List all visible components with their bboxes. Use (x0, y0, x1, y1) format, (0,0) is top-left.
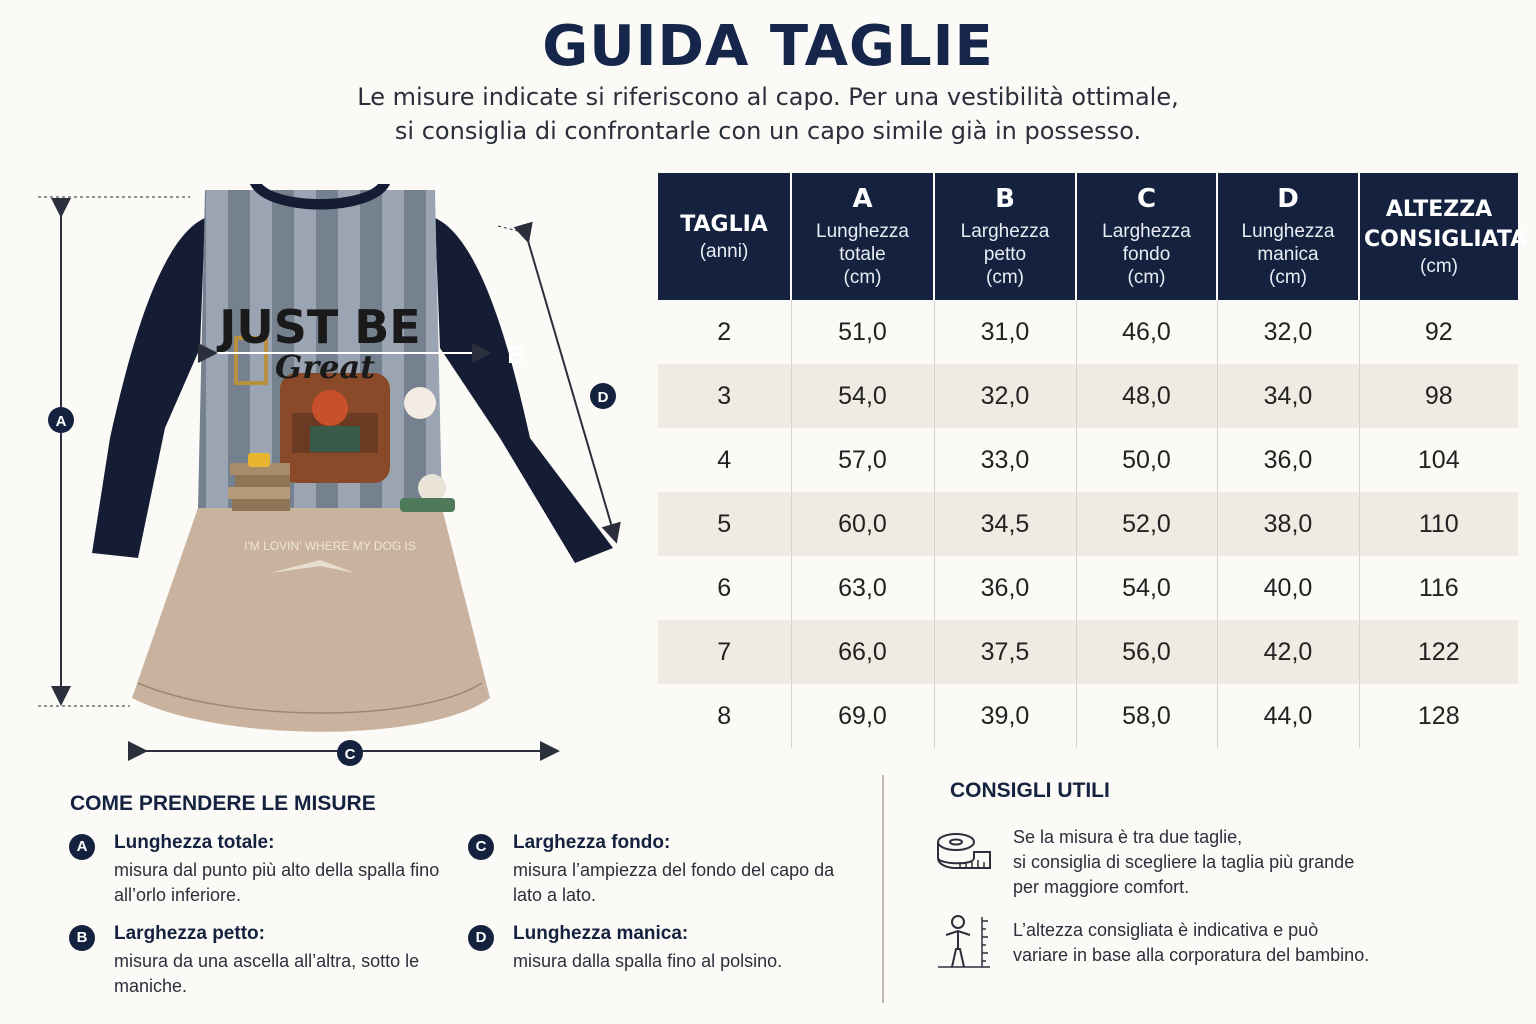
subtitle-line-1: Le misure indicate si riferiscono al capo. Per una vestibilità ottimale, (357, 83, 1179, 111)
table-cell: 69,0 (791, 684, 934, 748)
header-b (934, 173, 1076, 300)
header-d-unit: (cm) (1269, 267, 1307, 288)
table-cell: 2 (658, 300, 791, 364)
table-cell: 42,0 (1217, 620, 1359, 684)
header-altezza-title1: ALTEZZA (1385, 196, 1493, 222)
table-cell: 32,0 (934, 364, 1076, 428)
table-cell: 32,0 (1217, 300, 1359, 364)
header-b-unit: (cm) (986, 267, 1024, 288)
table-header-row (658, 173, 1518, 300)
table-cell: 66,0 (791, 620, 934, 684)
table-cell: 5 (658, 492, 791, 556)
table-row (658, 492, 1518, 556)
print-text-slogan: I'M LOVIN' WHERE MY DOG IS (244, 539, 416, 553)
table-row (658, 620, 1518, 684)
table-cell: 98 (1359, 364, 1518, 428)
tip-text-2 (1013, 918, 1493, 968)
header-d-label2: manica (1257, 244, 1319, 265)
header-a-unit: (cm) (843, 267, 882, 288)
table-cell: 58,0 (1076, 684, 1217, 748)
badge-a-label: A (55, 413, 67, 430)
header-d-letter: D (1277, 184, 1299, 214)
header-a (791, 173, 934, 300)
table-cell: 7 (658, 620, 791, 684)
wall-hole (404, 387, 436, 419)
table-cell: 40,0 (1217, 556, 1359, 620)
table-cell: 46,0 (1076, 300, 1217, 364)
table-cell: 34,0 (1217, 364, 1359, 428)
header-b-letter: B (995, 184, 1015, 214)
table-cell: 36,0 (1217, 428, 1359, 492)
header-b-label1: Larghezza (960, 221, 1050, 242)
header-c-label2: fondo (1122, 244, 1171, 265)
measure-description: misura dalla spalla fino al polsino. (513, 951, 783, 971)
dog (418, 474, 446, 502)
table-cell: 92 (1359, 300, 1518, 364)
tip-2-line-1: L’altezza consigliata è indicativa e può (1013, 920, 1319, 940)
table-cell: 110 (1359, 492, 1518, 556)
table-row (658, 364, 1518, 428)
badge-d-label: D (597, 389, 609, 406)
badge-d-icon: D (468, 925, 494, 951)
table-cell: 63,0 (791, 556, 934, 620)
tip-1-line-3: per maggiore comfort. (1013, 877, 1190, 897)
badge-a-icon: A (69, 834, 95, 860)
header-d (1217, 173, 1359, 300)
table-cell: 60,0 (791, 492, 934, 556)
table-cell: 128 (1359, 684, 1518, 748)
header-a-letter: A (852, 184, 873, 214)
badge-c-label: C (344, 746, 356, 763)
table-cell: 57,0 (791, 428, 934, 492)
measure-heading: Lunghezza totale: (114, 832, 275, 853)
left-sleeve (92, 218, 205, 558)
table-row (658, 684, 1518, 748)
header-d-label1: Lunghezza (1241, 221, 1335, 242)
table-cell: 38,0 (1217, 492, 1359, 556)
table-cell: 122 (1359, 620, 1518, 684)
measuring-tape-icon (936, 828, 992, 874)
tip-2-line-2: variare in base alla corporatura del bambino. (1013, 945, 1370, 965)
header-taglia-title: TAGLIA (680, 211, 768, 237)
table-cell: 104 (1359, 428, 1518, 492)
header-a-label1: Lunghezza (816, 221, 909, 242)
header-c-label1: Larghezza (1102, 221, 1191, 242)
page-subtitle (0, 80, 1536, 148)
header-a-label2: totale (839, 244, 886, 265)
subtitle-line-2: si consiglia di confrontarle con un capo simile già in possesso. (394, 117, 1142, 145)
tips-title: CONSIGLI UTILI (950, 779, 1110, 802)
print-text-just-be: JUST BE (219, 300, 421, 354)
tip-1-line-2: si consiglia di scegliere la taglia più grande (1013, 852, 1355, 872)
measure-description: misura l’ampiezza del fondo del capo da lato a lato. (513, 860, 835, 905)
table-cell: 48,0 (1076, 364, 1217, 428)
section-divider (882, 775, 884, 1003)
table-cell: 33,0 (934, 428, 1076, 492)
table-cell: 56,0 (1076, 620, 1217, 684)
table-cell: 54,0 (791, 364, 934, 428)
header-c-unit: (cm) (1127, 267, 1166, 288)
measure-heading: Larghezza fondo: (513, 832, 671, 853)
table-cell: 36,0 (934, 556, 1076, 620)
table-cell: 39,0 (934, 684, 1076, 748)
header-altezza-unit: (cm) (1420, 255, 1458, 277)
table-cell: 6 (658, 556, 791, 620)
header-altezza (1359, 173, 1528, 300)
table-cell: 37,5 (934, 620, 1076, 684)
print-text-great: Great (274, 348, 376, 386)
measure-heading: Lunghezza manica: (513, 923, 689, 944)
badge-c-icon: C (468, 834, 494, 860)
table-cell: 116 (1359, 556, 1518, 620)
header-c (1076, 173, 1217, 300)
header-taglia-sub: (anni) (699, 240, 749, 262)
table-row (658, 300, 1518, 364)
header-altezza-title2: CONSIGLIATA (1364, 226, 1528, 252)
table-cell: 51,0 (791, 300, 934, 364)
tip-1-line-1: Se la misura è tra due taglie, (1013, 827, 1243, 847)
measure-heading: Larghezza petto: (114, 923, 265, 944)
size-table (658, 173, 1528, 748)
tip-text-1 (1013, 825, 1493, 900)
page-title: GUIDA TAGLIE (542, 14, 994, 79)
table-row (658, 556, 1518, 620)
reading-child (312, 390, 348, 426)
table-cell: 34,5 (934, 492, 1076, 556)
table-cell: 8 (658, 684, 791, 748)
table-cell: 54,0 (1076, 556, 1217, 620)
table-cell: 4 (658, 428, 791, 492)
header-c-letter: C (1136, 184, 1157, 214)
child-height-icon (936, 913, 992, 969)
cup (248, 453, 270, 467)
header-b-label2: petto (983, 244, 1027, 265)
table-cell: 31,0 (934, 300, 1076, 364)
right-sleeve (435, 218, 613, 563)
table-cell: 52,0 (1076, 492, 1217, 556)
table-cell: 3 (658, 364, 791, 428)
dimension-b-label: B (507, 342, 525, 369)
measure-description: misura da una ascella all’altra, sotto le maniche. (114, 951, 420, 996)
table-cell: 44,0 (1217, 684, 1359, 748)
measure-description: misura dal punto più alto della spalla fino all’orlo inferiore. (114, 860, 440, 905)
badge-b-icon: B (69, 925, 95, 951)
how-to-measure-title: COME PRENDERE LE MISURE (70, 792, 376, 815)
table-row (658, 428, 1518, 492)
header-taglia (658, 173, 791, 300)
garment-illustration (30, 178, 630, 768)
table-cell: 50,0 (1076, 428, 1217, 492)
